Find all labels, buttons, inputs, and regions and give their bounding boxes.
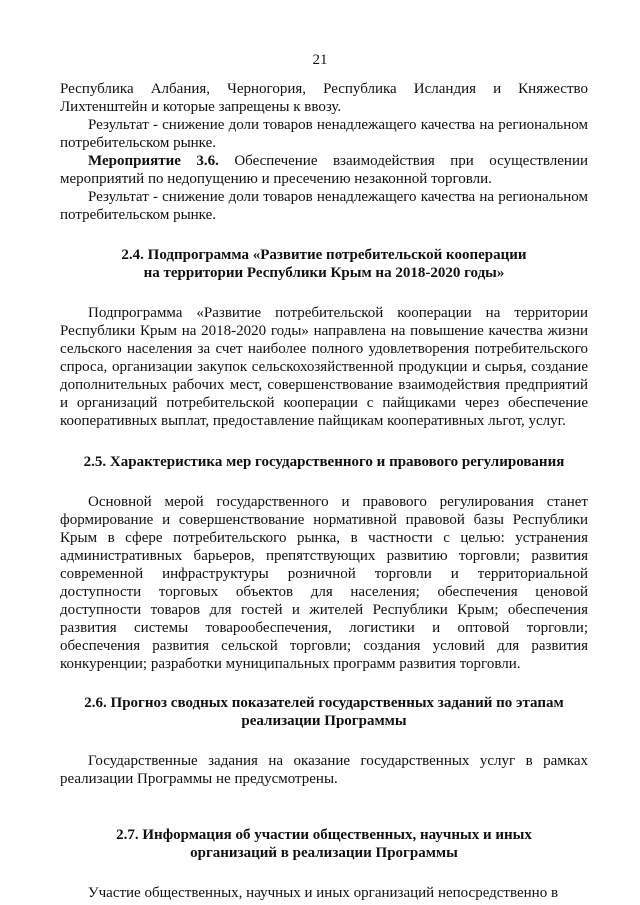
- heading-line: 2.5. Характеристика мер государственного и правового регулирования: [83, 454, 565, 470]
- heading-line: 2.6. Прогноз сводных показателей государственных заданий по этапам: [84, 695, 564, 711]
- paragraph-result-1: Результат - снижение доли товаров ненадлежащего качества на региональном потребительском рынке.: [60, 117, 588, 151]
- paragraph-measure-3-6: [60, 152, 588, 188]
- paragraph-continuation: Республика Албания, Черногория, Республика Исландия и Княжество Лихтенштейн и которые запрещены к ввозу.: [60, 81, 588, 115]
- heading-line: 2.7. Информация об участии общественных, научных и иных: [116, 827, 532, 843]
- section-heading-2-7: [60, 826, 588, 862]
- section-heading-2-6: [60, 694, 588, 730]
- section-heading-2-4: [60, 246, 588, 282]
- heading-line: на территории Республики Крым на 2018-2020 годы»: [143, 265, 505, 281]
- measure-text: Обеспечение взаимодействия при осуществлении мероприятий по недопущению и пресечению незаконной торговли.: [60, 153, 588, 187]
- paragraph-participation: Участие общественных, научных и иных организаций непосредственно в: [88, 885, 559, 901]
- heading-line: реализации Программы: [241, 713, 407, 729]
- heading-line: организаций в реализации Программы: [190, 845, 458, 861]
- document-body: [60, 80, 588, 902]
- heading-line: 2.4. Подпрограмма «Развитие потребительской кооперации: [121, 247, 527, 263]
- paragraph-result-2: Результат - снижение доли товаров ненадлежащего качества на региональном потребительском рынке.: [60, 189, 588, 223]
- paragraph-subprogram: Подпрограмма «Развитие потребительской кооперации на территории Республики Крым на 2018-2020 годы» направлена на повышение качества жизни сельского населения за счет наиболее полного удовлетворения потребительского спроса, организации закупок сельскохозяйственной продукции и сырья, создание дополнительных рабочих мест, совершенствование взаимодействия предприятий и организаций потребительской кооперации с пайщиками через обеспечение кооперативных выплат, предоставление пайщикам кооперативных льгот, услуг.: [60, 305, 588, 429]
- measure-label: Мероприятие 3.6.: [88, 153, 219, 169]
- page-number: 21: [312, 52, 328, 68]
- paragraph-state-tasks: Государственные задания на оказание государственных услуг в рамках реализации Программы не предусмотрены.: [60, 753, 588, 787]
- section-heading-2-5: [60, 453, 588, 471]
- paragraph-regulation: Основной мерой государственного и правового регулирования станет формирование и совершенствование нормативной правовой базы Республики Крым в сфере потребительского рынка, в частности с целью: устранения административных барьеров, препятствующих развитию торговли; развития современной инфраструктуры розничной торговли и территориальной доступности торговых объектов для населения; обеспечения ценовой доступности товаров для гостей и жителей Республики Крым; обеспечения развития системы товарообеспечения, логистики и оптовой торговли; обеспечения развития сельской торговли; создания условий для развития конкуренции; разработки муниципальных программ развития торговли.: [60, 494, 588, 672]
